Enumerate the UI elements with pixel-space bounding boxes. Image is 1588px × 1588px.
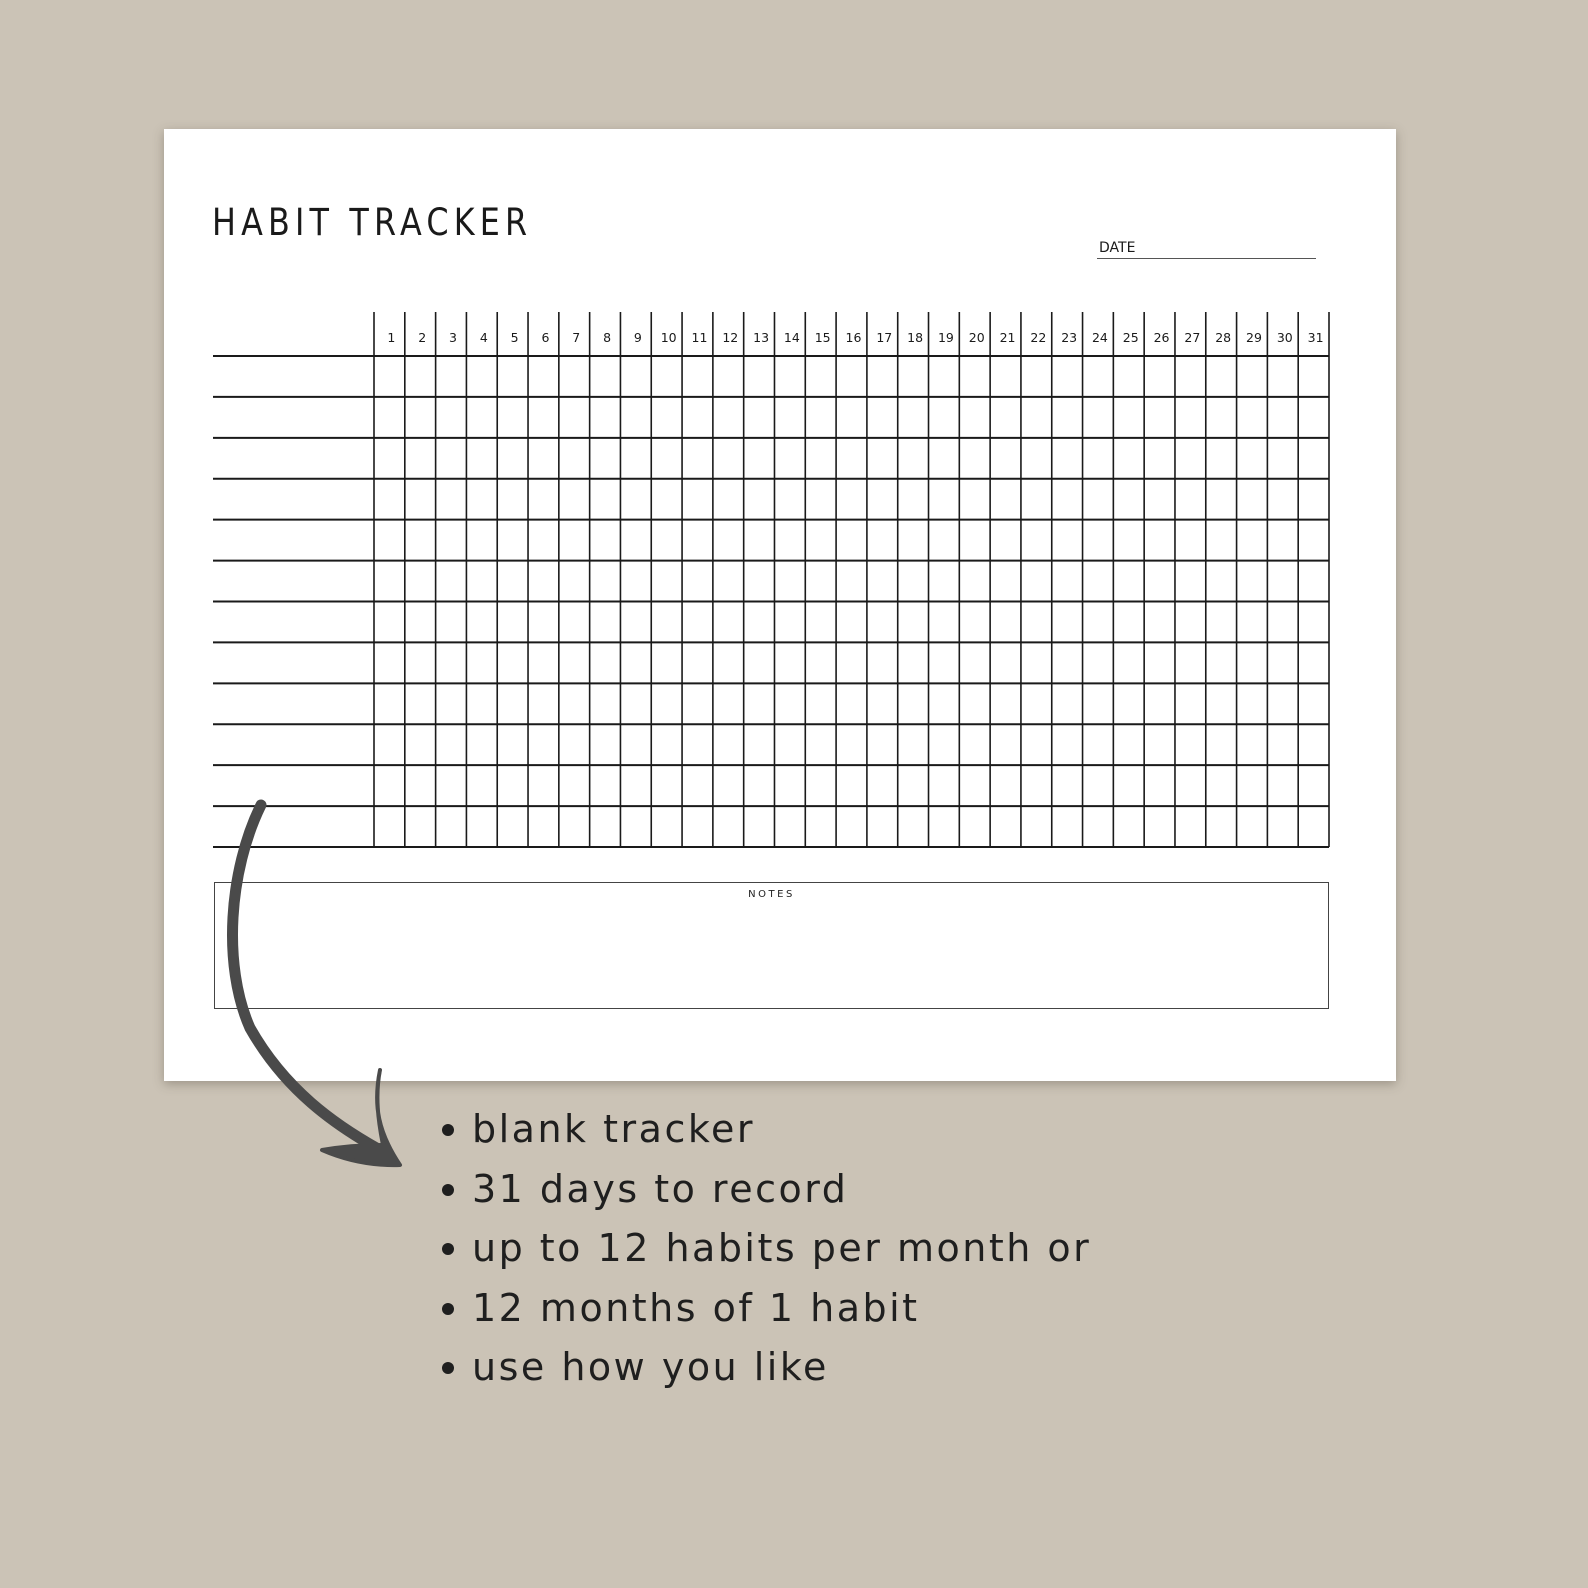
day-label: 27	[1184, 330, 1201, 345]
feature-text: blank tracker	[472, 1107, 755, 1151]
day-label: 23	[1061, 330, 1078, 345]
day-label: 14	[783, 330, 800, 345]
day-label: 31	[1307, 330, 1324, 345]
bullet-icon	[442, 1184, 454, 1196]
feature-text: 31 days to record	[472, 1166, 849, 1211]
day-label: 26	[1153, 330, 1170, 345]
date-label: DATE	[1099, 240, 1136, 256]
feature-list	[440, 1107, 1092, 1408]
day-label: 25	[1122, 330, 1139, 345]
day-label: 8	[603, 330, 612, 345]
day-label: 11	[691, 330, 708, 345]
day-label: 21	[999, 330, 1016, 345]
day-label: 6	[541, 330, 550, 345]
day-label: 29	[1246, 330, 1262, 345]
feature-item	[440, 1285, 1091, 1349]
day-label: 1	[387, 330, 396, 345]
bullet-icon	[442, 1362, 454, 1374]
day-label: 19	[937, 330, 954, 345]
day-label: 17	[876, 330, 893, 345]
feature-item	[440, 1226, 1092, 1289]
feature-text: 12 months of 1 habit	[472, 1285, 920, 1330]
day-label: 13	[753, 330, 770, 345]
day-label: 16	[845, 330, 862, 345]
day-label: 7	[572, 330, 581, 345]
day-label: 24	[1091, 330, 1108, 345]
feature-item	[440, 1345, 1091, 1408]
day-label: 20	[968, 330, 985, 345]
day-label: 10	[660, 330, 677, 345]
notes-label: NOTES	[748, 889, 795, 900]
bullet-icon	[442, 1243, 454, 1255]
feature-item	[440, 1166, 1091, 1230]
day-label: 9	[633, 330, 642, 345]
day-label: 28	[1215, 330, 1232, 345]
day-label: 4	[479, 330, 488, 345]
feature-item	[440, 1107, 1091, 1170]
day-label: 2	[418, 330, 427, 345]
day-label: 3	[449, 330, 457, 345]
day-label: 12	[722, 330, 739, 345]
day-label: 18	[907, 330, 924, 345]
feature-text: up to 12 habits per month or	[472, 1226, 1092, 1270]
tracker-title: HABIT TRACKER	[212, 201, 533, 244]
bullet-icon	[442, 1303, 454, 1315]
day-label: 30	[1276, 330, 1293, 345]
day-label: 22	[1030, 330, 1047, 345]
day-label: 5	[510, 330, 519, 345]
day-label: 15	[814, 330, 831, 345]
bullet-icon	[442, 1124, 454, 1136]
feature-text: use how you like	[472, 1345, 829, 1389]
